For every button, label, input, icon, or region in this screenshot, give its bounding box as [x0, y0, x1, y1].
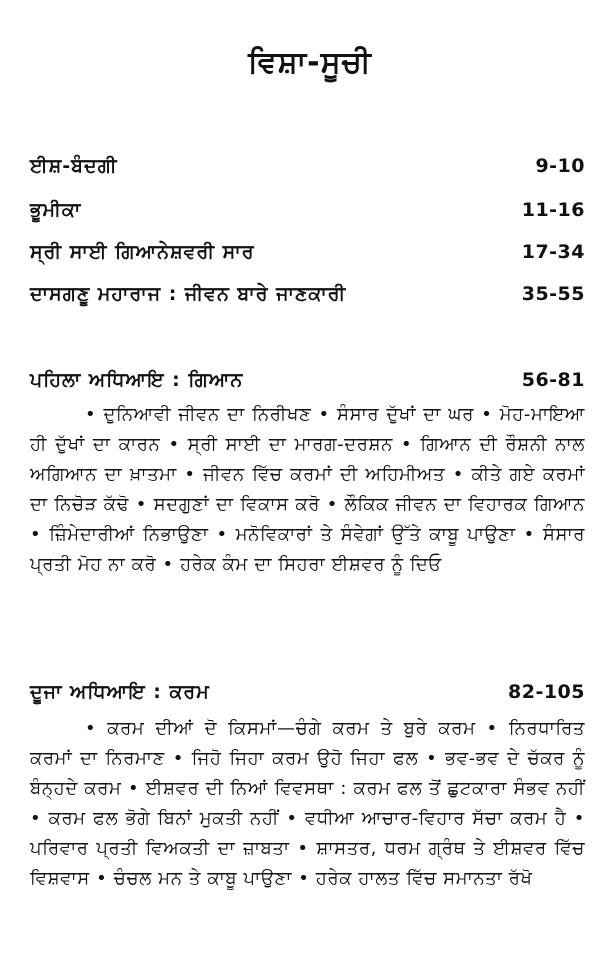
toc-entry-pages: 35-55	[521, 283, 585, 305]
toc-entry-pages: 11-16	[521, 199, 585, 221]
toc-entry-biography	[30, 278, 585, 310]
chapter-1-summary: • ਦੁਨਿਆਵੀ ਜੀਵਨ ਦਾ ਨਿਰੀਖਣ • ਸੰਸਾਰ ਦੁੱਖਾਂ ਦਾ ਘਰ • ਮੋਹ-ਮਾਇਆ ਹੀ ਦੁੱਖਾਂ ਦਾ ਕਾਰਨ • ਸ੍ਰੀ ਸਾਈ ਦਾ ਮਾਰਗ-ਦਰਸ਼ਨ • ਗਿਆਨ ਦੀ ਰੌਸ਼ਨੀ ਨਾਲ ਅਗਿਆਨ ਦਾ ਖ਼ਾਤਮਾ • ਜੀਵਨ ਵਿੱਚ ਕਰਮਾਂ ਦੀ ਅਹਿਮੀਅਤ • ਕੀਤੇ ਗਏ ਕਰਮਾਂ ਦਾ ਨਿਚੋੜ ਕੱਢੋ • ਸਦਗੁਣਾਂ ਦਾ ਵਿਕਾਸ ਕਰੋ • ਲੌਕਿਕ ਜੀਵਨ ਦਾ ਵਿਹਾਰਕ ਗਿਆਨ • ਜ਼ਿੰਮੇਦਾਰੀਆਂ ਨਿਭਾਉਣਾ • ਮਨੋਵਿਕਾਰਾਂ ਤੇ ਸੰਵੇਗਾਂ ਉੱਤੇ ਕਾਬੂ ਪਾਉਣਾ • ਸੰਸਾਰ ਪ੍ਰਤੀ ਮੋਹ ਨਾ ਕਰੋ • ਹਰੇਕ ਕੰਮ ਦਾ ਸਿਹਰਾ ਈਸ਼ਵਰ ਨੂੰ ਦਿਓ	[30, 404, 585, 575]
toc-entry-summary	[30, 236, 585, 268]
chapter-title: ਪਹਿਲਾ ਅਧਿਆਇ : ਗਿਆਨ	[30, 369, 244, 391]
chapter-2-heading	[30, 676, 585, 708]
chapter-2-summary: • ਕਰਮ ਦੀਆਂ ਦੋ ਕਿਸਮਾਂ—ਚੰਗੇ ਕਰਮ ਤੇ ਬੁਰੇ ਕਰਮ • ਨਿਰਧਾਰਿਤ ਕਰਮਾਂ ਦਾ ਨਿਰਮਾਣ • ਜਿਹੋ ਜਿਹਾ ਕਰਮ ਉਹੋ ਜਿਹਾ ਫਲ • ਭਵ-ਭਵ ਦੇ ਚੱਕਰ ਨੂੰ ਬੰਨ੍ਹਦੇ ਕਰਮ • ਈਸ਼ਵਰ ਦੀ ਨਿਆਂ ਵਿਵਸਥਾ : ਕਰਮ ਫਲ ਤੋਂ ਛੁਟਕਾਰਾ ਸੰਭਵ ਨਹੀਂ • ਕਰਮ ਫਲ ਭੋਗੇ ਬਿਨਾਂ ਮੁਕਤੀ ਨਹੀਂ • ਵਧੀਆ ਆਚਾਰ-ਵਿਹਾਰ ਸੱਚਾ ਕਰਮ ਹੈ • ਪਰਿਵਾਰ ਪ੍ਰਤੀ ਵਿਅਕਤੀ ਦਾ ਜ਼ਾਬਤਾ • ਸ਼ਾਸਤਰ, ਧਰਮ ਗ੍ਰੰਥ ਤੇ ਈਸ਼ਵਰ ਵਿੱਚ ਵਿਸ਼ਵਾਸ • ਚੰਚਲ ਮਨ ਤੇ ਕਾਬੂ ਪਾਉਣਾ • ਹਰੇਕ ਹਾਲਤ ਵਿੱਚ ਸਮਾਨਤਾ ਰੱਖੋ	[30, 718, 585, 889]
toc-entry-label: ਦਾਸਗਣੂ ਮਹਾਰਾਜ : ਜੀਵਨ ਬਾਰੇ ਜਾਣਕਾਰੀ	[30, 283, 347, 305]
toc-entry-label: ਈਸ਼-ਬੰਦਗੀ	[30, 155, 118, 177]
toc-entry-invocation	[30, 150, 585, 182]
page-title: ਵਿਸ਼ਾ-ਸੂਚੀ	[248, 45, 372, 80]
toc-entry-label: ਸ੍ਰੀ ਸਾਈ ਗਿਆਨੇਸ਼ਵਰੀ ਸਾਰ	[30, 241, 255, 263]
toc-entry-label: ਭੂਮੀਕਾ	[30, 199, 82, 221]
chapter-1-heading	[30, 364, 585, 396]
chapter-pages: 56-81	[521, 369, 585, 391]
toc-entry-pages: 17-34	[521, 241, 585, 263]
chapter-title: ਦੂਜਾ ਅਧਿਆਇ : ਕਰਮ	[30, 681, 210, 703]
toc-entry-preface	[30, 194, 585, 226]
toc-entry-pages: 9-10	[535, 155, 585, 177]
contents-page	[30, 0, 590, 964]
chapter-pages: 82-105	[508, 681, 585, 703]
